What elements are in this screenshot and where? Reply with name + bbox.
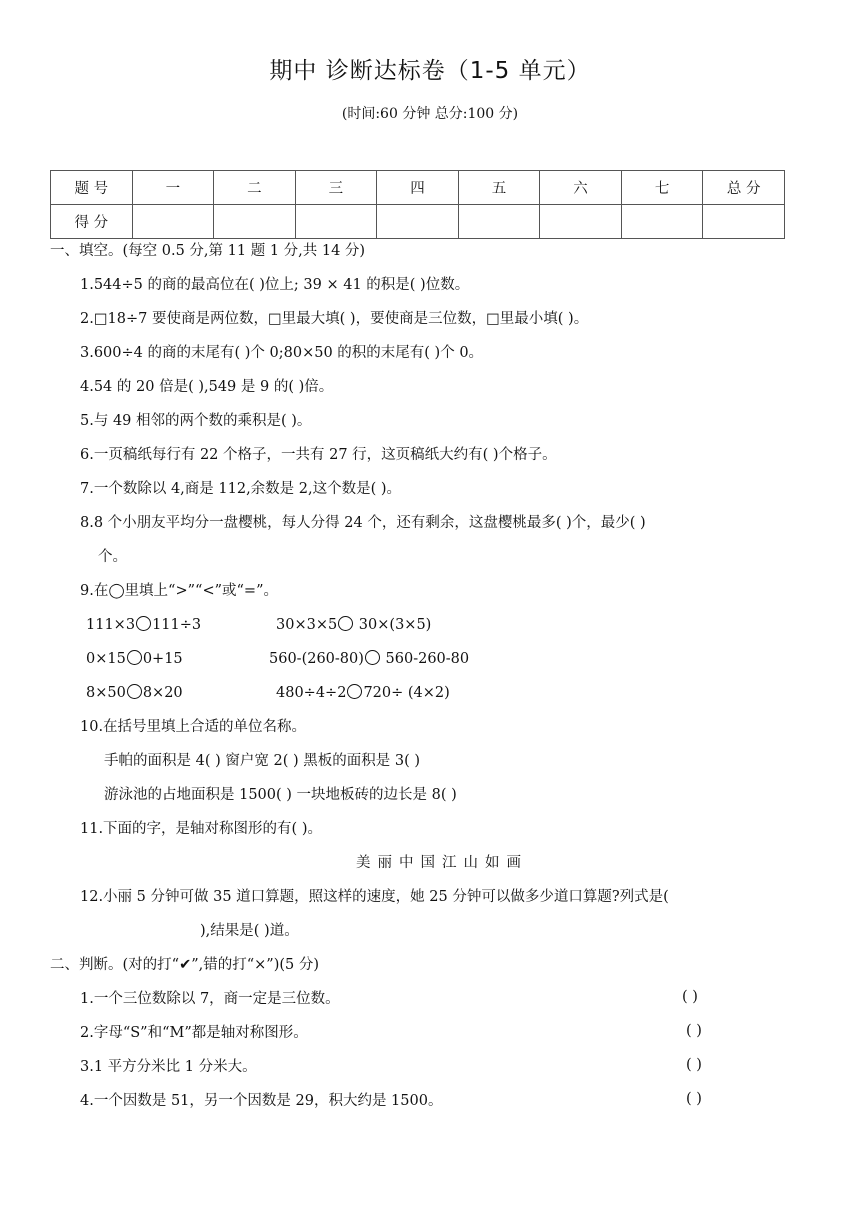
judge-answer-paren[interactable]: ( ) xyxy=(686,1023,702,1039)
judge-item: 4.一个因数是 51，另一个因数是 29，积大约是 1500。 xyxy=(80,1093,443,1109)
question-5: 5.与 49 相邻的两个数的乘积是( )。 xyxy=(80,413,312,429)
score-table-cell: 五 xyxy=(458,171,540,205)
section2-heading: 二、判断。(对的打“✔”,错的打“×”)(5 分) xyxy=(50,957,320,973)
question-7: 7.一个数除以 4,商是 112,余数是 2,这个数是( )。 xyxy=(80,481,402,497)
compare-left: 8×50 xyxy=(86,685,126,701)
exam-time-and-score: (时间:60 分钟 总分:100 分) xyxy=(341,106,519,122)
section1-heading: 一、填空。(每空 0.5 分,第 11 题 1 分,共 14 分) xyxy=(50,243,366,259)
question-9-intro: 9.在◯里填上“>”“<”或“=”。 xyxy=(80,583,278,599)
score-table-header-row xyxy=(51,171,785,205)
compare-left: 480÷4÷2 xyxy=(276,685,347,701)
compare-left: 30×3×5 xyxy=(276,617,338,633)
score-table-cell: 七 xyxy=(621,171,703,205)
compare-left: 0×15 xyxy=(86,651,126,667)
question-12-line1: 12.小丽 5 分钟可做 35 道口算题，照这样的速度，她 25 分钟可以做多少道口算题?列式是( xyxy=(80,889,669,905)
compare-right: 0+15 xyxy=(142,651,183,667)
judge-item: 3.1 平方分米比 1 分米大。 xyxy=(80,1059,257,1075)
compare-item xyxy=(86,649,183,669)
question-1: 1.544÷5 的商的最高位在( )位上; 39 × 41 的积是( )位数。 xyxy=(80,277,470,293)
question-12-line2: ),结果是( )道。 xyxy=(200,923,299,939)
question-10-intro: 10.在括号里填上合适的单位名称。 xyxy=(80,719,307,735)
judge-item: 2.字母“S”和“M”都是轴对称图形。 xyxy=(80,1025,308,1041)
judge-answer-paren[interactable]: ( ) xyxy=(686,1091,702,1107)
score-input-cell[interactable] xyxy=(458,205,540,239)
compare-item xyxy=(276,615,431,635)
compare-left: 111×3 xyxy=(86,617,136,633)
question-4: 4.54 的 20 倍是( ),549 是 9 的( )倍。 xyxy=(80,379,334,395)
score-table-score-row xyxy=(51,205,785,239)
score-table-cell: 题 号 xyxy=(51,171,133,205)
score-table-cell: 三 xyxy=(295,171,377,205)
score-table xyxy=(50,170,785,239)
compare-circle[interactable] xyxy=(338,616,353,631)
question-8-line2: 个。 xyxy=(98,549,127,565)
compare-right: 8×20 xyxy=(142,685,183,701)
question-3: 3.600÷4 的商的末尾有( )个 0;80×50 的积的末尾有( )个 0。 xyxy=(80,345,484,361)
judge-item: 1.一个三位数除以 7，商一定是三位数。 xyxy=(80,991,340,1007)
compare-circle[interactable] xyxy=(347,684,362,699)
score-input-cell[interactable] xyxy=(540,205,622,239)
compare-circle[interactable] xyxy=(127,684,142,699)
score-input-cell[interactable] xyxy=(621,205,703,239)
compare-circle[interactable] xyxy=(365,650,380,665)
judge-answer-paren[interactable]: ( ) xyxy=(686,1057,702,1073)
compare-right: 720÷ (4×2) xyxy=(363,685,450,701)
score-input-cell[interactable] xyxy=(132,205,214,239)
compare-circle[interactable] xyxy=(127,650,142,665)
judge-answer-paren[interactable]: ( ) xyxy=(682,989,698,1005)
score-input-cell[interactable] xyxy=(214,205,296,239)
question-10-line1: 手帕的面积是 4( ) 窗户宽 2( ) 黑板的面积是 3( ) xyxy=(104,753,420,769)
score-table-cell: 二 xyxy=(214,171,296,205)
compare-item xyxy=(269,649,469,669)
question-11: 11.下面的字，是轴对称图形的有( )。 xyxy=(80,821,322,837)
question-11-characters: 美丽中国江山如画 xyxy=(356,855,528,871)
score-input-cell[interactable] xyxy=(377,205,459,239)
score-table-cell: 总 分 xyxy=(703,171,785,205)
score-table-cell: 一 xyxy=(132,171,214,205)
compare-item xyxy=(86,683,183,703)
compare-circle[interactable] xyxy=(136,616,151,631)
compare-left: 560-(260-80) xyxy=(269,651,364,667)
question-8-line1: 8.8 个小朋友平均分一盘樱桃，每人分得 24 个，还有剩余，这盘樱桃最多( )个，最少( ) xyxy=(80,515,646,531)
compare-right: 560-260-80 xyxy=(380,651,470,667)
score-input-cell[interactable] xyxy=(295,205,377,239)
compare-item xyxy=(86,615,201,635)
compare-right: 30×(3×5) xyxy=(354,617,432,633)
question-2: 2.□18÷7 要使商是两位数，□里最大填( )，要使商是三位数，□里最小填( )。 xyxy=(80,311,589,327)
compare-right: 111÷3 xyxy=(152,617,202,633)
compare-item xyxy=(276,683,450,703)
score-input-cell[interactable] xyxy=(703,205,785,239)
question-6: 6.一页稿纸每行有 22 个格子，一共有 27 行，这页稿纸大约有( )个格子。 xyxy=(80,447,557,463)
question-10-line2: 游泳池的占地面积是 1500( ) 一块地板砖的边长是 8( ) xyxy=(104,787,457,803)
score-table-cell: 四 xyxy=(377,171,459,205)
score-table-label: 得 分 xyxy=(51,205,133,239)
page-title: 期中 诊断达标卷（1-5 单元） xyxy=(269,58,591,84)
score-table-cell: 六 xyxy=(540,171,622,205)
